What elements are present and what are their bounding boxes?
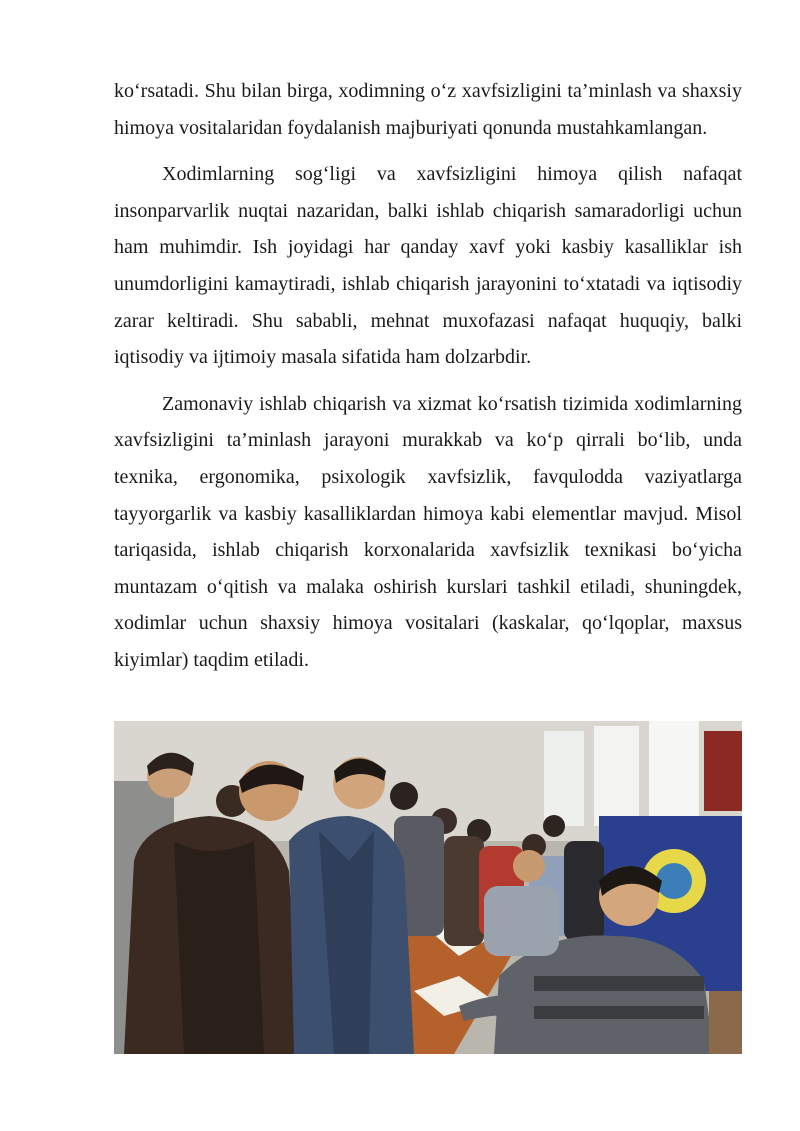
paragraph-3: Zamonaviy ishlab chiqarish va xizmat ko‘rsatish tizimida xodimlarning xavfsizligini ta’minlash jarayoni murakkab va ko‘p qirrali bo‘lib, unda texnika, ergonomika, psixologik xavfsizlik, favqulodda vaziyatlarga tayyorgarlik va kasbiy kasalliklardan himoya kabi elementlar mavjud. Misol tariqasida, ishlab chiqarish korxonalarida xavfsizlik texnikasi bo‘yicha muntazam o‘qitish va malaka oshirish kurslari tashkil etiladi, shuningdek, xodimlar uchun shaxsiy himoya vositalari (kaskalar, qo‘lqoplar, maxsus kiyimlar) taqdim etiladi. <box>114 392 742 671</box>
photo-illustration <box>114 721 742 1054</box>
photo-people-at-registration-desk <box>114 721 742 1054</box>
paragraph-2: Xodimlarning sog‘ligi va xavfsizligini himoya qilish nafaqat insonparvarlik nuqtai nazaridan, balki ishlab chiqarish samaradorligi uchun ham muhimdir. Ish joyidagi har qanday xavf yoki kasbiy kasalliklar ish unumdorligini kamaytiradi, ishlab chiqarish jarayonini to‘xtatadi va iqtisodiy zarar keltiradi. Shu sababli, mehnat muxofazasi nafaqat huquqiy, balki iqtisodiy va ijtimoiy masala sifatida ham dolzarbdir. <box>114 163 742 369</box>
paragraph-1: ko‘rsatadi. Shu bilan birga, xodimning o‘z xavfsizligini ta’minlash va shaxsiy himoya vositalaridan foydalanish majburiyati qonunda mustahkamlangan. <box>114 80 742 139</box>
body-text <box>114 73 742 679</box>
